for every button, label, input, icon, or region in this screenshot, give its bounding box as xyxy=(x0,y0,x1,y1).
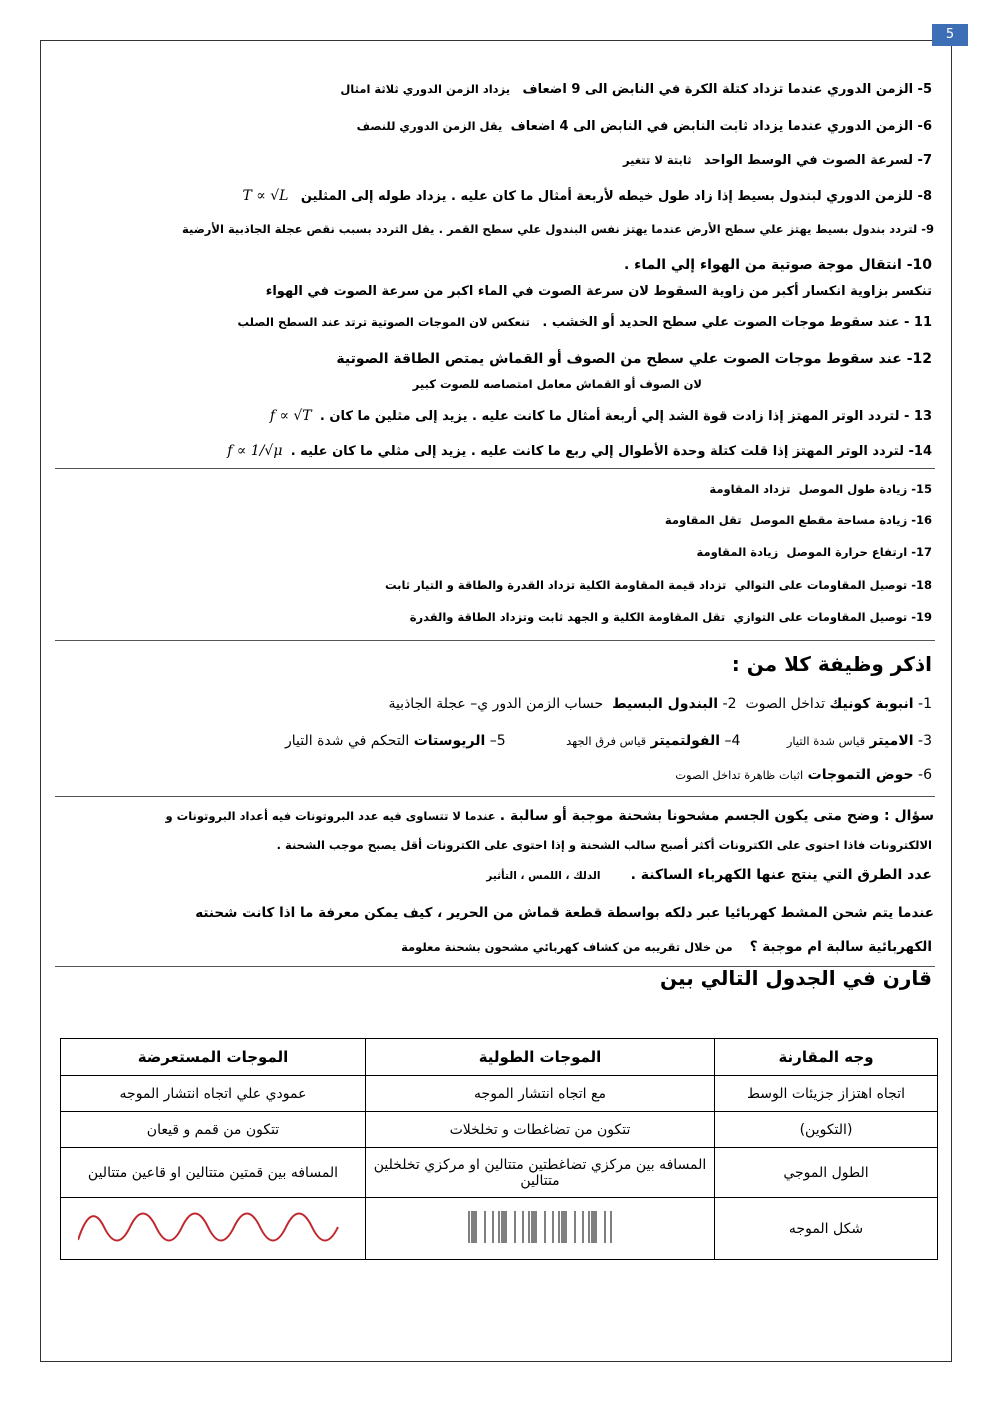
divider xyxy=(55,468,935,469)
list-item: 14- لتردد الوتر المهتز إذا قلت كتلة وحدة الأطوال إلي ربع ما كانت عليه . يزيد إلى مثلي ما كان عليه . f ∝ 1/√μ xyxy=(227,443,932,459)
list-item: 19- توصيل المقاومات على التوازي تقل المقاومة الكلية و الجهد ثابت وتزداد الطاقة والقدرة xyxy=(409,610,932,624)
question-line: الكهربائية سالبة ام موجبة ؟ من خلال تقريبه من كشاف كهربائي مشحون بشحنة معلومة xyxy=(401,939,932,955)
table-row: الطول الموجي المسافه بين مركزي تضاغطتين متتالين او مركزي تخلخلين متتالين المسافه بين قمتين متتالين او قاعين متتالين xyxy=(61,1148,938,1198)
section-heading: قارن في الجدول التالي بين xyxy=(660,966,932,990)
comparison-table xyxy=(60,1038,938,1260)
list-item: 11 - عند سقوط موجات الصوت علي سطح الحديد أو الخشب . تنعكس لان الموجات الصوتية ترتد عند السطح الصلب xyxy=(237,315,932,330)
list-item: 6- الزمن الدوري عندما يزداد ثابت النابض في النابض الى 4 اضعاف يقل الزمن الدوري للنصف xyxy=(356,119,932,134)
list-item: 18- توصيل المقاومات على التوالي تزداد قيمة المقاومة الكلية تزداد القدرة والطاقة و التيار ثابت xyxy=(384,578,932,592)
list-item-answer: تنكسر بزاوية انكسار أكبر من زاوية السقوط لان سرعة الصوت في الماء اكبر من سرعة الصوت في الهواء xyxy=(265,284,932,299)
formula: T ∝ √L xyxy=(242,188,289,204)
question-line: عندما يتم شحن المشط كهربائيا عبر دلكه بواسطة قطعة قماش من الحرير ، كيف يمكن معرفة ما اذا كانت شحنته xyxy=(195,905,934,921)
section-heading: اذكر وظيفة كلا من : xyxy=(731,652,932,676)
list-item: 5- الزمن الدوري عندما تزداد كتلة الكرة في النابض الى 9 اضعاف يزداد الزمن الدوري ثلاثة امثال xyxy=(340,82,932,97)
transverse-wave-curve xyxy=(78,1204,348,1250)
longitudinal-wave-lines xyxy=(465,1207,615,1247)
table-row: شكل الموجه xyxy=(61,1198,938,1260)
question-line: عدد الطرق التي ينتج عنها الكهرباء الساكنة . الدلك ، اللمس ، التأثير xyxy=(486,867,932,883)
list-item: 7- لسرعة الصوت في الوسط الواحد ثابتة لا تتغير xyxy=(622,153,932,168)
list-item: 13 - لتردد الوتر المهتز إذا زادت قوة الشد إلي أربعة أمثال ما كانت عليه . يزيد إلى مثلين ما كان . f ∝ √T xyxy=(269,408,932,424)
table-header: وجه المقارنة xyxy=(715,1039,938,1076)
transverse-wave-figure xyxy=(61,1198,366,1260)
list-item: 8- للزمن الدوري لبندول بسيط إذا زاد طول خيطه لأربعة أمثال ما كان عليه . يزداد طوله إلى المثلين T ∝ √L xyxy=(242,188,932,204)
longitudinal-wave-figure xyxy=(366,1198,715,1260)
table-header-row xyxy=(61,1039,938,1076)
function-row: 3- الاميتر قياس شدة التيار 4– الفولتميتر قياس فرق الجهد 5– الريوستات التحكم في شدة التيار xyxy=(285,733,932,749)
function-row: 1- انبوبة كونيك تداخل الصوت 2- البندول البسيط حساب الزمن الدور ي– عجلة الجاذبية xyxy=(388,696,932,712)
formula: f ∝ √T xyxy=(269,408,312,424)
list-item: 12- عند سقوط موجات الصوت علي سطح من الصوف أو القماش يمتص الطاقة الصوتية xyxy=(336,351,932,367)
list-item: 15- زيادة طول الموصل تزداد المقاومة xyxy=(709,482,932,496)
list-item: 17- ارتفاع حرارة الموصل زيادة المقاومة xyxy=(696,545,932,559)
question-answer: الالكترونات فاذا احتوى على الكترونات أكثر أصبح سالب الشحنة و إذا احتوى على الكترونات أقل يصبح موجب الشحنة . xyxy=(276,838,932,852)
list-item: 9- لتردد بندول بسيط يهتز علي سطح الأرض عندما يهتز نفس البندول علي سطح القمر . يقل التردد بسبب نقص عجلة الجاذبية الأرضية xyxy=(182,222,934,236)
function-row: 6- حوض التموجات اثبات ظاهرة تداخل الصوت xyxy=(675,767,932,783)
table-header: الموجات الطولية xyxy=(366,1039,715,1076)
table-row: (التكوين) تتكون من تضاغطات و تخلخلات تتكون من قمم و قيعان xyxy=(61,1112,938,1148)
formula: f ∝ 1/√μ xyxy=(227,443,283,459)
table-header: الموجات المستعرضة xyxy=(61,1039,366,1076)
list-item: 16- زيادة مساحة مقطع الموصل تقل المقاومة xyxy=(664,513,932,527)
list-item: 10- انتقال موجة صوتية من الهواء إلي الماء . xyxy=(623,257,932,273)
table-row: اتجاه اهتزاز جزيئات الوسط مع اتجاه انتشار الموجه عمودي علي اتجاه انتشار الموجه xyxy=(61,1076,938,1112)
question-line: سؤال : وضح متى يكون الجسم مشحونا بشحنة موجبة أو سالبة . عندما لا تتساوى فيه عدد البروتونات فيه أعداد البروتونات و xyxy=(165,808,934,824)
divider xyxy=(55,640,935,641)
page-number: 5 xyxy=(932,24,968,46)
list-item-answer: لان الصوف أو القماش معامل امتصاصه للصوت كبير xyxy=(412,377,702,391)
divider xyxy=(55,796,935,797)
